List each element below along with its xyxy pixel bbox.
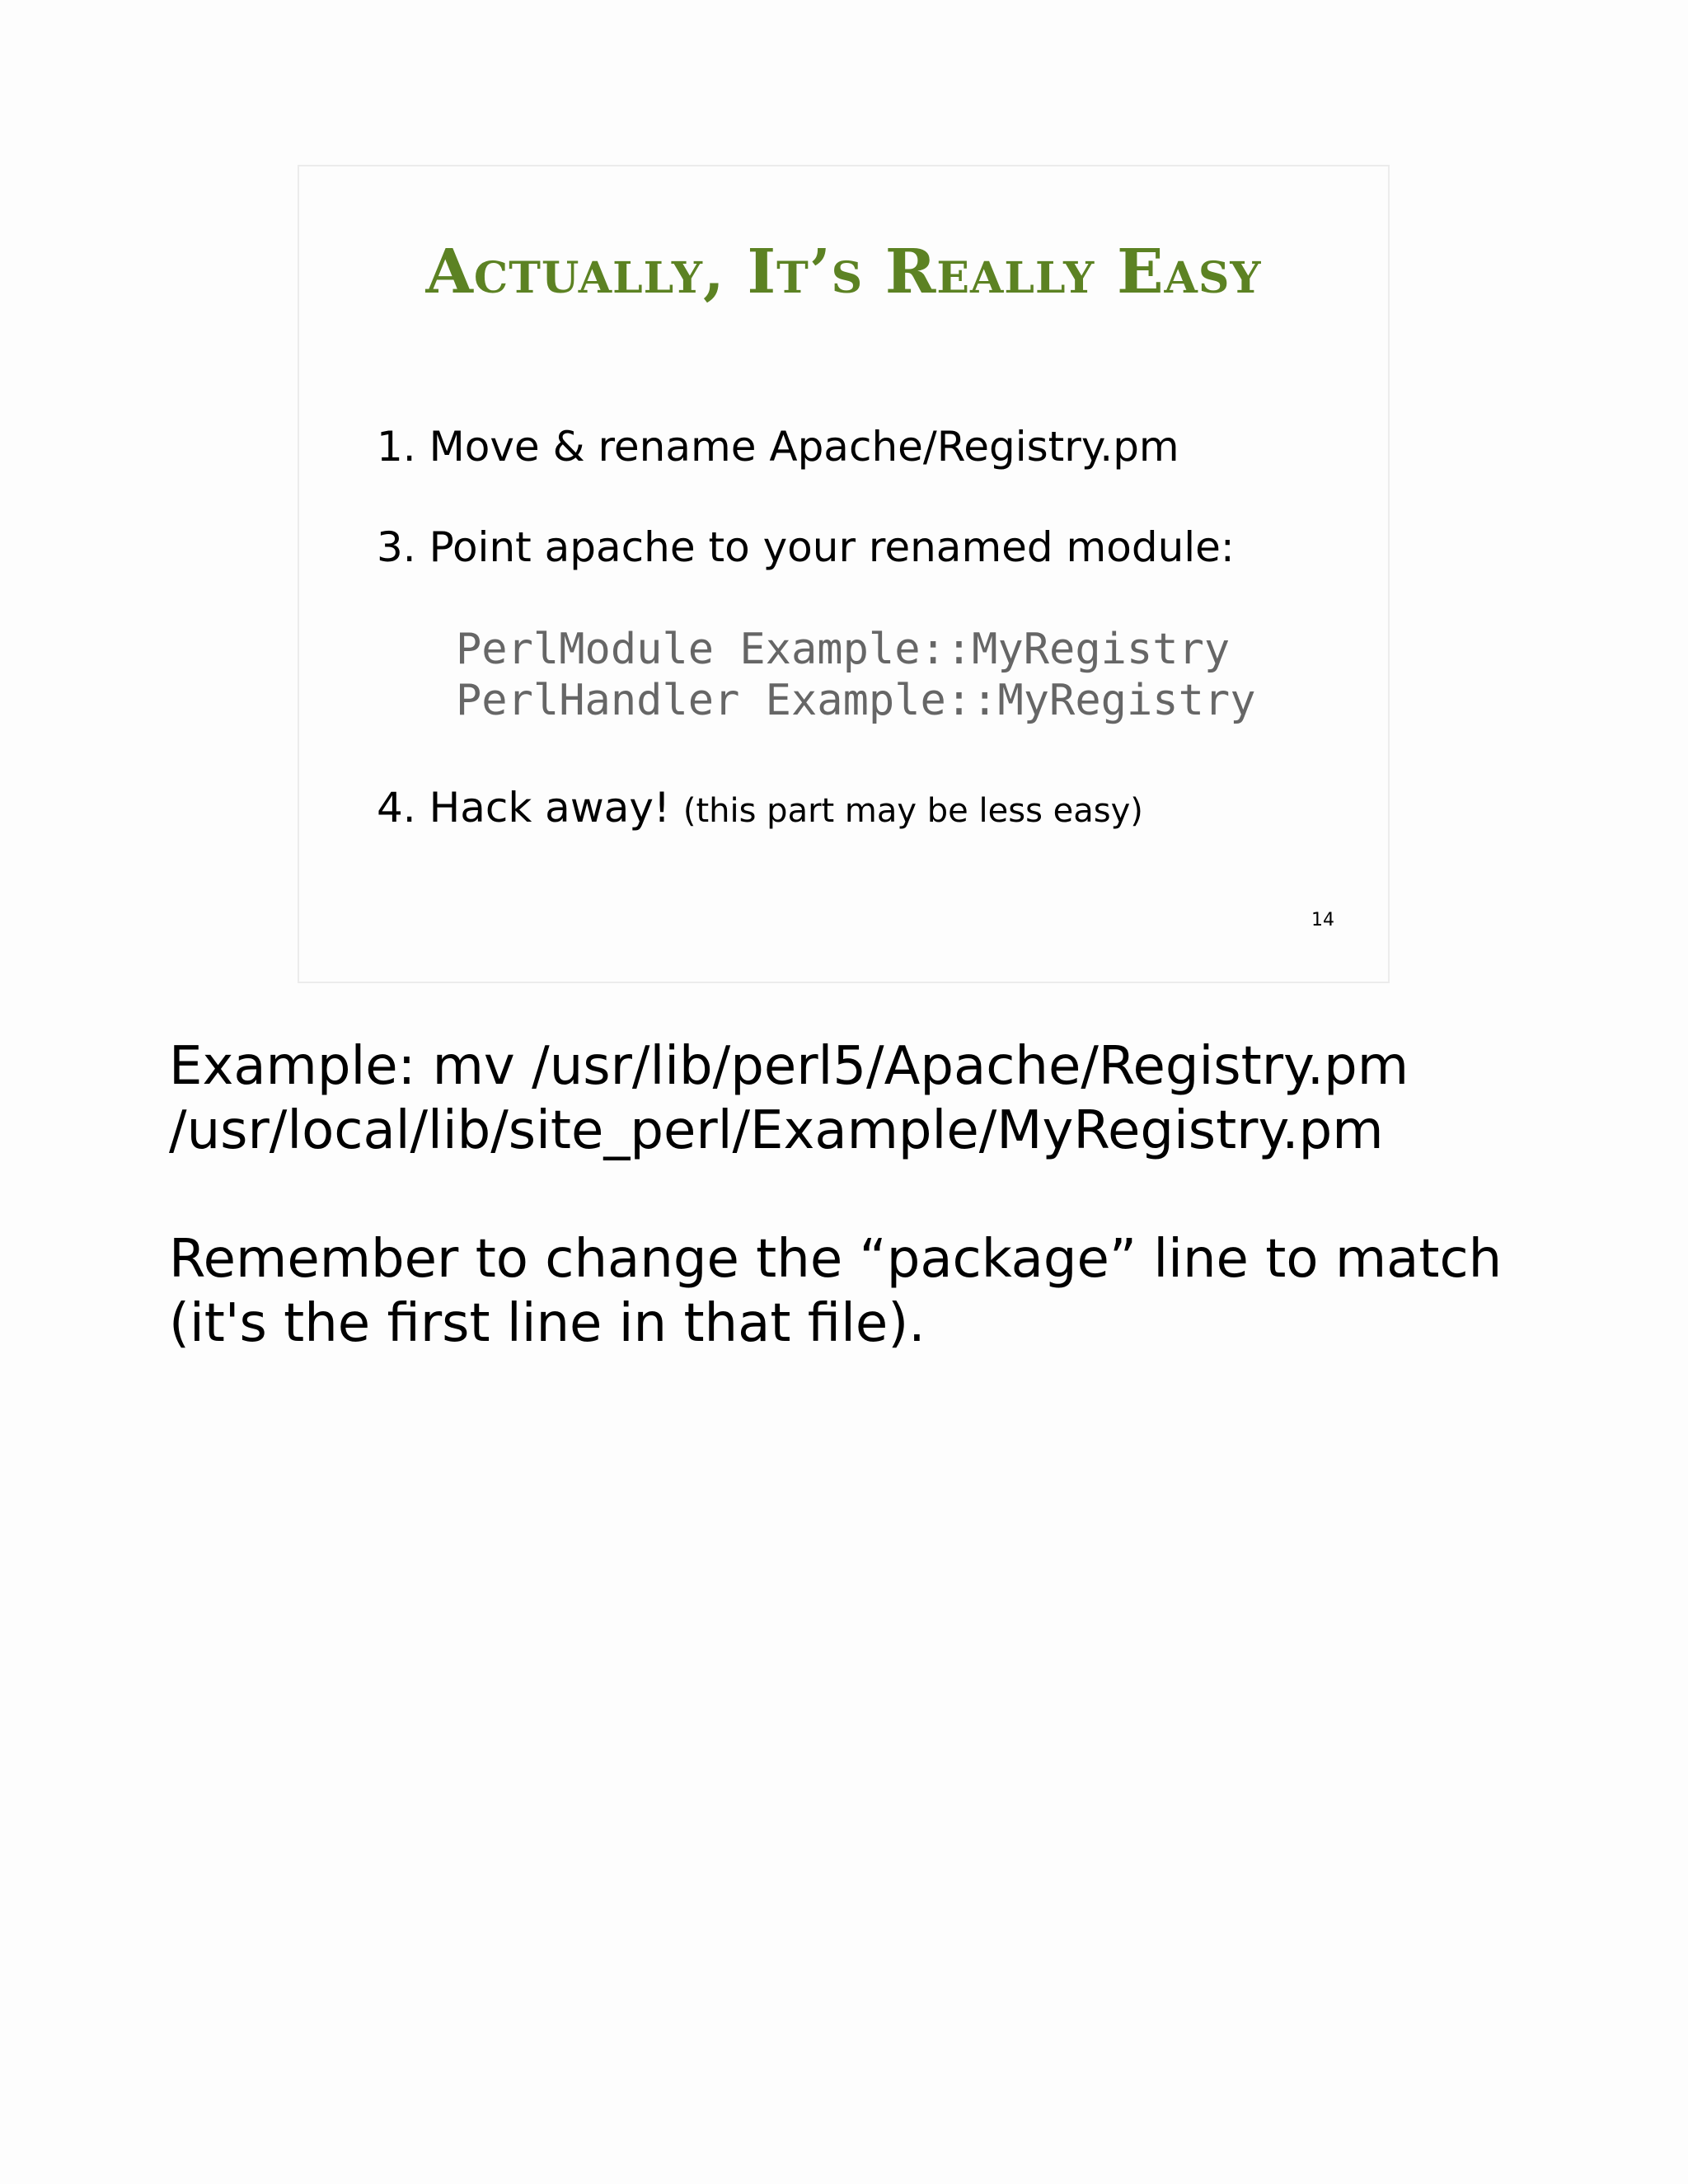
code-block xyxy=(456,624,1256,726)
slide xyxy=(298,165,1390,983)
step-4 xyxy=(377,783,1143,832)
page-number: 14 xyxy=(1311,910,1334,930)
step-3-text: 3. Point apache to your renamed module: xyxy=(377,523,1235,571)
speaker-notes xyxy=(169,1034,1636,1420)
slide-title: Actually, It’s Really Easy xyxy=(425,237,1262,307)
code-line-perlmodule: PerlModule Example::MyRegistry xyxy=(456,625,1231,674)
note-remember xyxy=(169,1227,1636,1356)
step-4-text: 4. Hack away! xyxy=(377,784,683,832)
step-3 xyxy=(377,523,1235,572)
note-remember-line-1: Remember to change the “package” line to match xyxy=(169,1229,1503,1290)
note-example-line-2: /usr/local/lib/site_perl/Example/MyRegistry.pm xyxy=(169,1100,1384,1161)
note-example xyxy=(169,1034,1636,1163)
note-remember-line-2: (it's the first line in that file). xyxy=(169,1293,926,1354)
step-4-note: (this part may be less easy) xyxy=(682,792,1143,830)
note-example-line-1: Example: mv /usr/lib/perl5/Apache/Registry.pm xyxy=(169,1036,1409,1097)
code-line-perlhandler: PerlHandler Example::MyRegistry xyxy=(456,676,1256,725)
step-1-text: 1. Move & rename Apache/Registry.pm xyxy=(377,423,1179,471)
step-1 xyxy=(377,422,1179,471)
